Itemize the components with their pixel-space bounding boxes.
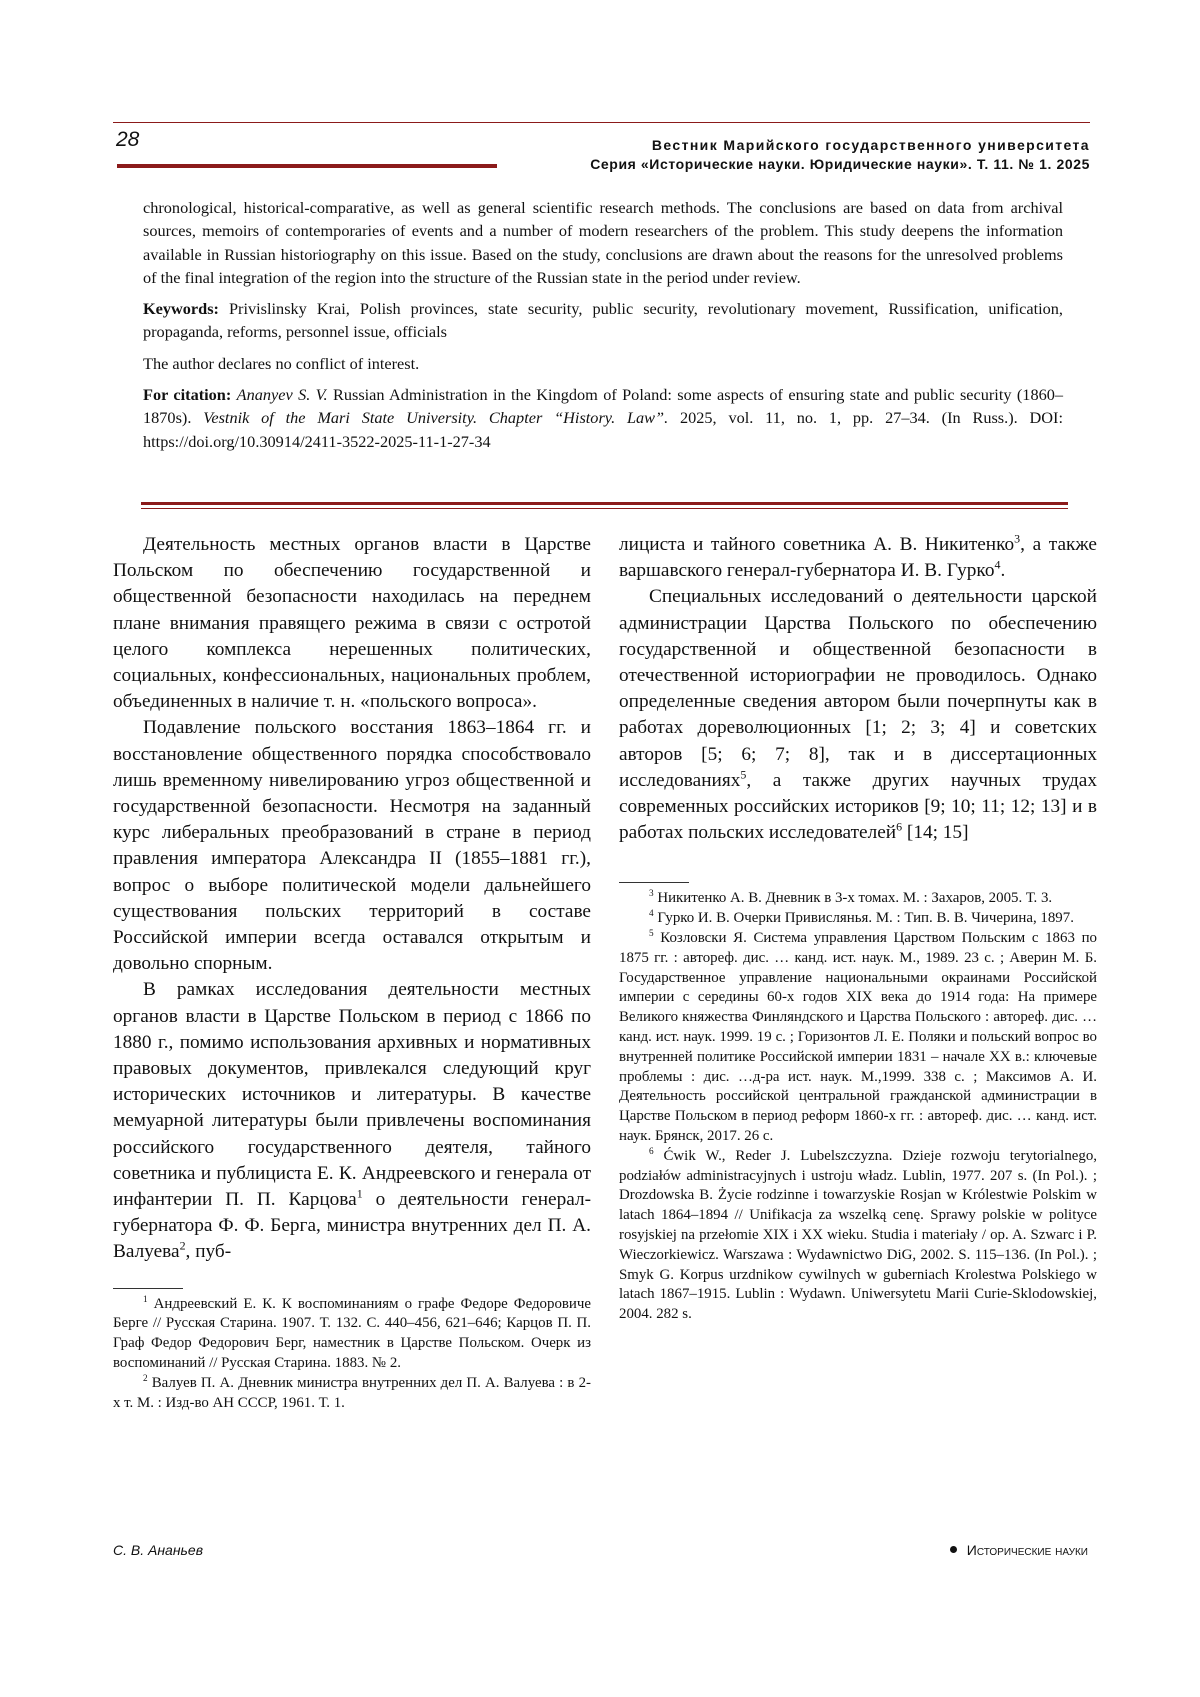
footer-section [950,1542,1088,1558]
footnote-ref-1: 1 [356,1186,363,1201]
abstract-block [143,196,1063,453]
left-paragraph-2: Подавление польского восстания 1863–1864 гг. и восстановление общественного порядка способствовало лишь временному нивелированию угроз общественной и государственной безопасности. Несмотря на заданный курс либеральных преобразований в стране в период правления императора Александра II (1855–1881 гг.), вопрос о выборе политической модели дальнейшего существования польских территорий в составе Российской империи всегда оставался открытым и довольно спорным. [113,717,591,975]
footnote-6-text: Ćwik W., Reder J. Lubelszczyzna. Dzieje rozwoju terytorialnego, podziałów administracyjnych i ustroju władz. Lublin, 1977. 207 s. (In Pol.). ; Drozdowska B. Życie rodzinne i towarzyskie Rosjan w Królestwie Polskim w latach 1864–1894 // Unifikacja za wszelką cenę. Sprawy polskie w polityce rosyjskiej na przełomie XIX i XX wieku. Studia i materiały / op. A. Szwarc i P. Wieczorkiewicz. Warszawa : Wydawnictwo DiG, 2002. S. 115–136. (In Pol.). ; Smyk G. Korpus urzdnikow cywilnych w guberniach Krolestwa Polskiego w latach 1867–1915. Lublin : Wydawn. Uniwersytetu Marii Curie-Sklodowskiej, 2004. 282 s. [619,1147,1097,1323]
footnote-ref-4: 4 [994,557,1001,572]
footnote-4-text: Гурко И. В. Очерки Привислянья. М. : Тип. В. В. Чичерина, 1897. [653,910,1074,927]
right-p2-part-c: [14; 15] [902,822,969,844]
footnote-1-text: Андреевский Е. К. К воспоминаниям о графе Федоре Федоровиче Берге // Русская Старина. 1907. Т. 132. С. 440–456, 621–646; Карцов П. П. Граф Федор Федорович Берг, наместник в Царстве Польском. Очерк из воспоминаний // Русская Старина. 1883. № 2. [113,1295,591,1372]
footnote-3 [619,889,1097,909]
series-accent-bar [117,164,497,168]
journal-title: Вестник Марийского государственного университета [651,137,1090,153]
footnote-2-number: 2 [143,1372,148,1383]
footnote-5-number: 5 [649,928,654,939]
footnote-3-text: Никитенко А. В. Дневник в 3-х томах. М. : Захаров, 2005. Т. 3. [653,890,1053,907]
keywords-label: Keywords: [143,299,219,319]
right-p2-part-a: Специальных исследований о деятельности царской администрации Царства Польского по обеспечению государственной и общественной безопасности в отечественной историографии не проводилось. Однако определенные сведения автором были почерпнуты как в работах дореволюционных [1; 2; 3; 4] и советских авторов [5; 6; 7; 8], так и в диссертационных исследованиях [619,586,1097,791]
right-column [619,532,1097,1325]
series-line [117,156,1090,176]
citation-journal: Vestnik of the Mari State University. Chapter “History. Law”. [203,408,669,428]
page-number: 28 [116,128,140,151]
footnote-2 [113,1374,591,1414]
footnote-3-number: 3 [649,888,654,899]
right-p2-part-b: , а также других научных трудах современных российских историков [9; 10; 11; 12; 13] и в работах польских исследователей [619,769,1097,844]
right-paragraph-2 [619,584,1097,846]
left-column [113,532,591,1413]
footer-section-label: Исторические науки [966,1542,1088,1558]
footnote-1 [113,1295,591,1374]
footnote-ref-2: 2 [179,1239,186,1254]
abstract-text: chronological, historical-comparative, as well as general scientific research methods. The conclusions are based on data from archival sources, memoirs of contemporaries of events and a number of modern researchers of the problem. This study deepens the information available in Russian historiography on this issue. Based on the study, conclusions are drawn about the reasons for the unresolved problems of the final integration of the region into the structure of the Russian state in the period under review. [143,198,1063,287]
abstract-rule-thick [141,502,1068,505]
right-p1-part-b: , а также варшавского генерал-губернатора И. В. Гурко [619,534,1097,582]
footnote-6-number: 6 [649,1145,654,1156]
footnote-5-text: Козловски Я. Система управления Царством Польским с 1863 по 1875 гг. : автореф. дис. … канд. ист. наук. М., 1989. 23 с. ; Аверин М. Б. Государственное управление национальными окраинами Российской империи с середины 60-х годов XIX века до 1914 года: На примере Великого княжества Финляндского и Царства Польского : автореф. дис. … канд. ист. наук. 1999. 19 с. ; Горизонтов Л. Е. Поляки и польский вопрос во внутренней политике Российской империи 1831 – начале XX в.: ключевые проблемы : дис. …д-ра ист. наук. М.,1999. 338 с. ; Максимов А. И. Деятельность российской центральной гражданской администрации в Царстве Польском в период реформ 1860-х гг. : автореф. дис. … канд. ист. наук. Брянск, 2017. 26 с. [619,930,1097,1144]
footnote-4 [619,909,1097,929]
citation-label: For citation: [143,385,232,405]
footnote-6 [619,1147,1097,1325]
bullet-icon [950,1546,957,1553]
footnote-4-number: 4 [649,908,654,919]
series-title: Серия «Исторические науки. Юридические науки». Т. 11. № 1. 2025 [590,156,1090,172]
conflict-statement: The author declares no conflict of interest. [143,353,420,373]
citation-tail: 2025, vol. 11, no. 1, pp. 27–34. (In Russ.). DOI: https://doi.org/10.30914/2411-3522-2025-11-1-27-34 [143,408,1063,451]
abstract-rule-thin [141,508,1068,509]
footnote-ref-6: 6 [896,819,903,834]
footer-author: С. В. Ананьев [113,1542,203,1558]
footnote-ref-3: 3 [1014,531,1021,546]
right-paragraph-1 [619,532,1097,584]
footnote-separator-right [619,882,689,883]
keywords [143,297,1063,344]
footnote-2-text: Валуев П. А. Дневник министра внутренних дел П. А. Валуева : в 2-х т. М. : Изд-во АН СССР, 1961. Т. 1. [113,1374,591,1411]
citation-author: Ananyev S. V. [236,385,328,405]
footnote-separator-left [113,1288,183,1289]
left-p3-part-c: , пуб- [185,1241,232,1263]
right-p1-part-c: . [1000,560,1006,582]
citation-title: Russian Administration in the Kingdom of Poland: some aspects of ensuring state and public security (1860–1870s). [143,385,1064,428]
left-p3-part-b: о деятельности генерал-губернатора Ф. Ф. Берга, министра внутренних дел П. А. Валуева [113,1189,592,1263]
left-paragraph-1: Деятельность местных органов власти в Царстве Польском по обеспечению государственной и общественной безопасности находилась на переднем плане внимания правящего режима в связи с остротой целого комплекса нерешенных политических, социальных, конфессиональных, национальных проблем, объединенных в наличие т. н. «польского вопроса». [113,534,591,713]
footnote-ref-5: 5 [740,767,747,782]
footnote-5 [619,929,1097,1147]
keywords-text: Privislinsky Krai, Polish provinces, state security, public security, revolutionary movement, Russification, unification, propaganda, reforms, personnel issue, officials [143,299,1063,342]
right-p1-part-a: лициста и тайного советника А. В. Никитенко [619,534,1015,555]
left-paragraph-3 [113,977,591,1265]
citation [143,383,1063,453]
left-p3-part-a: В рамках исследования деятельности местных органов власти в Царстве Польском в период с 1866 по 1880 г., помимо использования архивных и нормативных правовых документов, привлекался следующий круг исторических источников и литературы. В качестве мемуарной литературы были привлечены воспоминания российского государственного деятеля, тайного советника и публициста Е. К. Андреевского и генерала от инфантерии П. П. Карцова [113,979,591,1211]
footnote-1-number: 1 [143,1293,148,1304]
header-top-rule [113,122,1090,123]
